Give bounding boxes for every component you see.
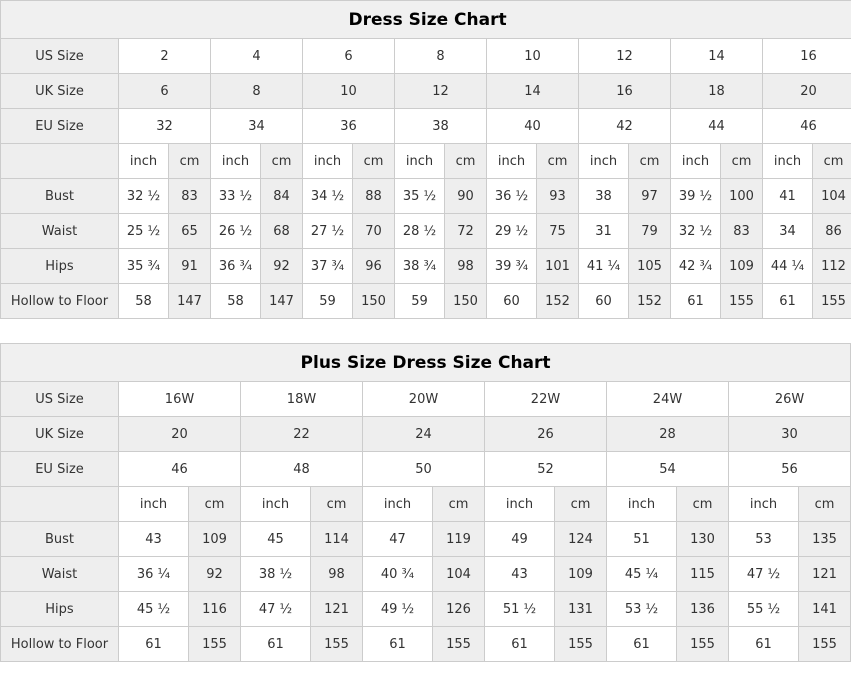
- measurement-row: [1, 592, 851, 627]
- measurement-cm-cell: 147: [169, 284, 211, 319]
- size-row-label: UK Size: [1, 417, 119, 452]
- size-row: [1, 452, 851, 487]
- measurement-row: [1, 284, 851, 319]
- measurement-inch-cell: 61: [729, 627, 799, 662]
- unit-cm-cell: cm: [311, 487, 363, 522]
- measurement-cm-cell: 155: [799, 627, 851, 662]
- unit-cm-cell: cm: [555, 487, 607, 522]
- unit-inch-cell: inch: [487, 144, 537, 179]
- size-value-cell: 12: [395, 74, 487, 109]
- size-value-cell: 20W: [363, 382, 485, 417]
- unit-cm-cell: cm: [353, 144, 395, 179]
- measurement-inch-cell: 51 ½: [485, 592, 555, 627]
- measurement-row: [1, 522, 851, 557]
- measurement-cm-cell: 155: [677, 627, 729, 662]
- unit-cm-cell: cm: [799, 487, 851, 522]
- measurement-cm-cell: 100: [721, 179, 763, 214]
- measurement-inch-cell: 38 ¾: [395, 249, 445, 284]
- measurement-inch-cell: 33 ½: [211, 179, 261, 214]
- measurement-inch-cell: 29 ½: [487, 214, 537, 249]
- size-value-cell: 46: [763, 109, 851, 144]
- measurement-inch-cell: 36 ½: [487, 179, 537, 214]
- unit-cm-cell: cm: [629, 144, 671, 179]
- size-row: [1, 74, 851, 109]
- unit-cm-cell: cm: [677, 487, 729, 522]
- measurement-cm-cell: 130: [677, 522, 729, 557]
- measurement-inch-cell: 61: [763, 284, 813, 319]
- size-value-cell: 54: [607, 452, 729, 487]
- measurement-row-label: Waist: [1, 214, 119, 249]
- measurement-inch-cell: 39 ½: [671, 179, 721, 214]
- measurement-cm-cell: 92: [189, 557, 241, 592]
- measurement-inch-cell: 28 ½: [395, 214, 445, 249]
- size-value-cell: 30: [729, 417, 851, 452]
- measurement-cm-cell: 90: [445, 179, 487, 214]
- measurement-inch-cell: 26 ½: [211, 214, 261, 249]
- measurement-cm-cell: 152: [537, 284, 579, 319]
- size-value-cell: 16W: [119, 382, 241, 417]
- size-row-label: US Size: [1, 39, 119, 74]
- measurement-inch-cell: 34 ½: [303, 179, 353, 214]
- size-value-cell: 22: [241, 417, 363, 452]
- measurement-cm-cell: 92: [261, 249, 303, 284]
- measurement-cm-cell: 93: [537, 179, 579, 214]
- unit-inch-cell: inch: [303, 144, 353, 179]
- size-value-cell: 18W: [241, 382, 363, 417]
- measurement-cm-cell: 83: [721, 214, 763, 249]
- measurement-inch-cell: 43: [485, 557, 555, 592]
- measurement-row-label: Waist: [1, 557, 119, 592]
- measurement-cm-cell: 88: [353, 179, 395, 214]
- measurement-row: [1, 214, 851, 249]
- measurement-inch-cell: 35 ½: [395, 179, 445, 214]
- measurement-cm-cell: 86: [813, 214, 851, 249]
- unit-inch-cell: inch: [671, 144, 721, 179]
- measurement-inch-cell: 61: [671, 284, 721, 319]
- measurement-inch-cell: 51: [607, 522, 677, 557]
- size-value-cell: 8: [395, 39, 487, 74]
- measurement-inch-cell: 58: [211, 284, 261, 319]
- measurement-cm-cell: 147: [261, 284, 303, 319]
- measurement-inch-cell: 32 ½: [671, 214, 721, 249]
- measurement-inch-cell: 39 ¾: [487, 249, 537, 284]
- measurement-cm-cell: 112: [813, 249, 851, 284]
- measurement-cm-cell: 155: [311, 627, 363, 662]
- size-value-cell: 8: [211, 74, 303, 109]
- unit-inch-cell: inch: [241, 487, 311, 522]
- measurement-inch-cell: 45 ½: [119, 592, 189, 627]
- measurement-cm-cell: 126: [433, 592, 485, 627]
- measurement-inch-cell: 42 ¾: [671, 249, 721, 284]
- chart-title-row: [1, 344, 851, 382]
- unit-inch-cell: inch: [607, 487, 677, 522]
- unit-inch-cell: inch: [763, 144, 813, 179]
- measurement-row-label: Hollow to Floor: [1, 284, 119, 319]
- measurement-cm-cell: 121: [311, 592, 363, 627]
- size-value-cell: 20: [119, 417, 241, 452]
- measurement-cm-cell: 105: [629, 249, 671, 284]
- unit-cm-cell: cm: [813, 144, 851, 179]
- measurement-inch-cell: 36 ¼: [119, 557, 189, 592]
- measurement-inch-cell: 40 ¾: [363, 557, 433, 592]
- plus-size-dress-size-chart-table: [0, 343, 851, 662]
- size-value-cell: 12: [579, 39, 671, 74]
- measurement-inch-cell: 47 ½: [241, 592, 311, 627]
- size-value-cell: 4: [211, 39, 303, 74]
- plus-size-dress-size-chart-section: [0, 343, 851, 662]
- measurement-inch-cell: 25 ½: [119, 214, 169, 249]
- measurement-inch-cell: 59: [303, 284, 353, 319]
- dress-size-chart-section: [0, 0, 851, 319]
- measurement-inch-cell: 49: [485, 522, 555, 557]
- measurement-cm-cell: 68: [261, 214, 303, 249]
- measurement-cm-cell: 83: [169, 179, 211, 214]
- dress-size-chart-table: [0, 0, 851, 319]
- size-row: [1, 382, 851, 417]
- unit-inch-cell: inch: [363, 487, 433, 522]
- unit-inch-cell: inch: [485, 487, 555, 522]
- measurement-row-label: Bust: [1, 179, 119, 214]
- size-row-label: UK Size: [1, 74, 119, 109]
- unit-row-label: [1, 487, 119, 522]
- measurement-cm-cell: 116: [189, 592, 241, 627]
- measurement-cm-cell: 150: [445, 284, 487, 319]
- measurement-cm-cell: 104: [433, 557, 485, 592]
- chart-title: Plus Size Dress Size Chart: [1, 344, 851, 382]
- size-value-cell: 24W: [607, 382, 729, 417]
- size-value-cell: 18: [671, 74, 763, 109]
- measurement-inch-cell: 61: [119, 627, 189, 662]
- size-value-cell: 44: [671, 109, 763, 144]
- measurement-inch-cell: 38 ½: [241, 557, 311, 592]
- size-row: [1, 39, 851, 74]
- measurement-inch-cell: 53 ½: [607, 592, 677, 627]
- size-value-cell: 50: [363, 452, 485, 487]
- size-value-cell: 56: [729, 452, 851, 487]
- measurement-row-label: Hips: [1, 592, 119, 627]
- measurement-inch-cell: 41 ¼: [579, 249, 629, 284]
- unit-cm-cell: cm: [445, 144, 487, 179]
- measurement-cm-cell: 155: [555, 627, 607, 662]
- size-value-cell: 26W: [729, 382, 851, 417]
- measurement-cm-cell: 109: [721, 249, 763, 284]
- measurement-cm-cell: 72: [445, 214, 487, 249]
- unit-cm-cell: cm: [537, 144, 579, 179]
- measurement-inch-cell: 37 ¾: [303, 249, 353, 284]
- chart-title-row: [1, 1, 851, 39]
- size-value-cell: 36: [303, 109, 395, 144]
- size-value-cell: 42: [579, 109, 671, 144]
- measurement-cm-cell: 65: [169, 214, 211, 249]
- measurement-cm-cell: 98: [445, 249, 487, 284]
- measurement-inch-cell: 47 ½: [729, 557, 799, 592]
- size-value-cell: 16: [763, 39, 851, 74]
- unit-inch-cell: inch: [729, 487, 799, 522]
- measurement-inch-cell: 58: [119, 284, 169, 319]
- size-row: [1, 109, 851, 144]
- size-value-cell: 46: [119, 452, 241, 487]
- measurement-row: [1, 557, 851, 592]
- measurement-cm-cell: 97: [629, 179, 671, 214]
- measurement-inch-cell: 47: [363, 522, 433, 557]
- size-value-cell: 52: [485, 452, 607, 487]
- measurement-cm-cell: 79: [629, 214, 671, 249]
- measurement-cm-cell: 114: [311, 522, 363, 557]
- measurement-inch-cell: 61: [607, 627, 677, 662]
- size-value-cell: 40: [487, 109, 579, 144]
- measurement-inch-cell: 27 ½: [303, 214, 353, 249]
- size-value-cell: 48: [241, 452, 363, 487]
- measurement-cm-cell: 91: [169, 249, 211, 284]
- size-row-label: US Size: [1, 382, 119, 417]
- size-value-cell: 22W: [485, 382, 607, 417]
- measurement-inch-cell: 32 ½: [119, 179, 169, 214]
- measurement-cm-cell: 131: [555, 592, 607, 627]
- unit-cm-cell: cm: [261, 144, 303, 179]
- size-value-cell: 6: [303, 39, 395, 74]
- measurement-row-label: Hollow to Floor: [1, 627, 119, 662]
- size-row-label: EU Size: [1, 109, 119, 144]
- measurement-cm-cell: 109: [189, 522, 241, 557]
- unit-inch-cell: inch: [119, 487, 189, 522]
- measurement-inch-cell: 61: [485, 627, 555, 662]
- measurement-row: [1, 179, 851, 214]
- measurement-cm-cell: 101: [537, 249, 579, 284]
- measurement-cm-cell: 96: [353, 249, 395, 284]
- measurement-inch-cell: 49 ½: [363, 592, 433, 627]
- unit-header-row: [1, 144, 851, 179]
- measurement-inch-cell: 34: [763, 214, 813, 249]
- size-value-cell: 20: [763, 74, 851, 109]
- unit-inch-cell: inch: [579, 144, 629, 179]
- unit-inch-cell: inch: [119, 144, 169, 179]
- measurement-inch-cell: 55 ½: [729, 592, 799, 627]
- size-row: [1, 417, 851, 452]
- unit-cm-cell: cm: [721, 144, 763, 179]
- measurement-cm-cell: 109: [555, 557, 607, 592]
- measurement-cm-cell: 119: [433, 522, 485, 557]
- size-row-label: EU Size: [1, 452, 119, 487]
- measurement-cm-cell: 150: [353, 284, 395, 319]
- measurement-cm-cell: 155: [813, 284, 851, 319]
- size-value-cell: 10: [303, 74, 395, 109]
- unit-inch-cell: inch: [211, 144, 261, 179]
- measurement-cm-cell: 135: [799, 522, 851, 557]
- size-value-cell: 6: [119, 74, 211, 109]
- measurement-cm-cell: 155: [189, 627, 241, 662]
- measurement-inch-cell: 36 ¾: [211, 249, 261, 284]
- measurement-cm-cell: 155: [433, 627, 485, 662]
- measurement-row-label: Hips: [1, 249, 119, 284]
- unit-row-label: [1, 144, 119, 179]
- size-value-cell: 10: [487, 39, 579, 74]
- size-value-cell: 2: [119, 39, 211, 74]
- measurement-row: [1, 249, 851, 284]
- measurement-cm-cell: 84: [261, 179, 303, 214]
- measurement-cm-cell: 124: [555, 522, 607, 557]
- measurement-inch-cell: 61: [363, 627, 433, 662]
- unit-inch-cell: inch: [395, 144, 445, 179]
- unit-cm-cell: cm: [189, 487, 241, 522]
- measurement-cm-cell: 70: [353, 214, 395, 249]
- measurement-cm-cell: 152: [629, 284, 671, 319]
- size-value-cell: 14: [671, 39, 763, 74]
- measurement-cm-cell: 121: [799, 557, 851, 592]
- measurement-inch-cell: 41: [763, 179, 813, 214]
- unit-cm-cell: cm: [169, 144, 211, 179]
- measurement-inch-cell: 45 ¼: [607, 557, 677, 592]
- measurement-row-label: Bust: [1, 522, 119, 557]
- measurement-cm-cell: 104: [813, 179, 851, 214]
- chart-title: Dress Size Chart: [1, 1, 851, 39]
- measurement-inch-cell: 60: [487, 284, 537, 319]
- size-value-cell: 14: [487, 74, 579, 109]
- size-value-cell: 32: [119, 109, 211, 144]
- measurement-cm-cell: 136: [677, 592, 729, 627]
- measurement-inch-cell: 35 ¾: [119, 249, 169, 284]
- unit-header-row: [1, 487, 851, 522]
- measurement-row: [1, 627, 851, 662]
- measurement-cm-cell: 155: [721, 284, 763, 319]
- measurement-inch-cell: 44 ¼: [763, 249, 813, 284]
- measurement-inch-cell: 43: [119, 522, 189, 557]
- size-value-cell: 34: [211, 109, 303, 144]
- measurement-inch-cell: 59: [395, 284, 445, 319]
- size-value-cell: 38: [395, 109, 487, 144]
- measurement-inch-cell: 38: [579, 179, 629, 214]
- measurement-cm-cell: 75: [537, 214, 579, 249]
- measurement-inch-cell: 45: [241, 522, 311, 557]
- size-value-cell: 16: [579, 74, 671, 109]
- size-value-cell: 24: [363, 417, 485, 452]
- measurement-cm-cell: 115: [677, 557, 729, 592]
- measurement-inch-cell: 31: [579, 214, 629, 249]
- measurement-inch-cell: 60: [579, 284, 629, 319]
- size-value-cell: 28: [607, 417, 729, 452]
- measurement-inch-cell: 61: [241, 627, 311, 662]
- measurement-cm-cell: 141: [799, 592, 851, 627]
- unit-cm-cell: cm: [433, 487, 485, 522]
- size-value-cell: 26: [485, 417, 607, 452]
- measurement-inch-cell: 53: [729, 522, 799, 557]
- measurement-cm-cell: 98: [311, 557, 363, 592]
